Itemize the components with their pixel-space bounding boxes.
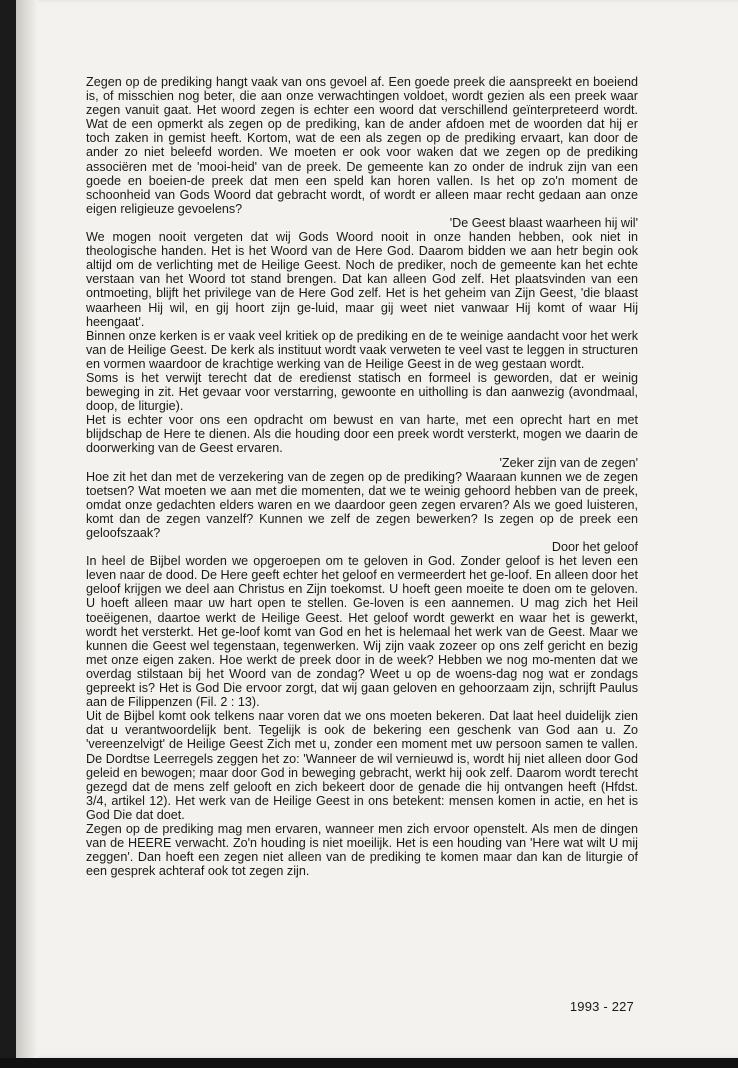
paragraph: Uit de Bijbel komt ook telkens naar voren dat we ons moeten bekeren. Dat laat heel duidelijk zien dat u verantwoordelijk bent. Tegelijk is ook de bekering een geschenk van God aan u. Zo 'vereenzelvigt' de Heilige Geest Zich met u, zonder een moment met uw persoon samen te vallen. De Dordtse Leerregels zeggen het zo: 'Wanneer de wil vernieuwd is, wordt hij niet alleen door God geleid en bewogen; maar door God in beweging gebracht, werkt hij ook zelf. Daarom wordt terecht gezegd dat de mens zelf gelooft en zich bekeert door de genade die hij ontvangen heeft (Hfdst. 3/4, artikel 12). Het werk van de Heilige Geest in ons betekent: mensen komen in actie, en het is God Die dat doet. xyxy=(86,709,638,822)
scan-border xyxy=(0,1058,738,1068)
paragraph: Soms is het verwijt terecht dat de eredienst statisch en formeel is geworden, dat er weinig beweging in zit. Het gevaar voor verstarring, gewoonte en uitholling is dan aanwezig (avondmaal, doop, de liturgie). xyxy=(86,370,638,414)
section-heading: 'Zeker zijn van de zegen' xyxy=(499,455,638,470)
paragraph: In heel de Bijbel worden we opgeroepen om te geloven in God. Zonder geloof is het leven een leven naar de dood. De Here geeft echter het geloof en vermeerdert het ge-loof. En alleen door het geloof krijgen we deel aan Christus en Zijn toekomst. U hoeft geen moeite te doen om te geloven. U hoeft alleen maar uw hart open te stellen. Ge-loven is een aannemen. U mag zich het Heil toeëigenen, daartoe werkt de Heilige Geest. Het geloof wordt gewerkt en waar het is gewerkt, wordt het versterkt. Het ge-loof komt van God en het is helemaal het werk van de Geest. Maar we kunnen die Geest wel tegenstaan, tegenwerken. Wij zijn vaak zozeer op ons zelf gericht en bezig met onze eigen zaken. Hoe werkt de preek door in de week? Hebben we nog mo-menten dat we overdag stilstaan bij het Woord van de zondag? Weet u op de woens-dag nog wat er zondags gepreekt is? Het is God Die ervoor zorgt, dat wij gaan geloven en gehoorzaam zijn, schrijft Paulus aan de Filippenzen (Fil. 2 : 13). xyxy=(86,554,638,710)
paragraph: Het is echter voor ons een opdracht om bewust en van harte, met een oprecht hart en met blijdschap de Here te dienen. Als die houding door een preek wordt versterkt, mogen we daarin de doorwerking van de Geest ervaren. xyxy=(86,413,638,456)
paragraph: Hoe zit het dan met de verzekering van de zegen op de prediking? Waaraan kunnen we de zegen toetsen? Wat moeten we aan met die momenten, dat we te weinig gehoord hebben van de preek, omdat onze gedachten elders waren en we daardoor geen zegen ervaren? Als we goed luisteren, komt dan de zegen vanzelf? Kunnen we zelf de zegen bewerken? Is zegen op de preek een geloofszaak? xyxy=(86,469,638,540)
paragraph: Zegen op de prediking mag men ervaren, wanneer men zich ervoor openstelt. Als men de dingen van de HEERE verwacht. Zo'n houding is niet moeilijk. Het is een houding van 'Here wat wilt U mij zeggen'. Dan hoeft een zegen niet alleen van de prediking te komen maar dan kan de liturgie of een gesprek achteraf ook tot zegen zijn. xyxy=(86,821,638,879)
page-number: 1993 - 227 xyxy=(569,999,634,1014)
section-heading: Door het geloof xyxy=(551,540,638,555)
paragraph: Zegen op de prediking hangt vaak van ons gevoel af. Een goede preek die aanspreekt en boeiend is, of misschien nog beter, die aan onze verwachtingen voldoet, wordt gezien als een preek waar zegen vanuit gaat. Het woord zegen is echter een woord dat verschillend geïnterpreteerd wordt. Wat de een opmerkt als zegen op de prediking, kan de ander afdoen met de woorden dat hij er toch zaken in gemist heeft. Kortom, wat de een als zegen op de prediking ervaart, kan door de ander zo niet beleefd worden. We moeten er ook voor waken dat we zegen op de prediking associëren met de 'mooi-heid' van de preek. De gemeente kan zo onder de indruk zijn van een goede en boeien-de preek dat men een speld kan horen vallen. Is het op zo'n moment de schoonheid van Gods Woord dat gebracht wordt, of wordt er alleen maar recht gedaan aan onze eigen religieuze gevoelens? xyxy=(86,75,638,216)
section-heading: 'De Geest blaast waarheen hij wil' xyxy=(449,215,638,230)
paragraph: We mogen nooit vergeten dat wij Gods Woord nooit in onze handen hebben, ook niet in theologische handen. Het is het Woord van de Here God. Daarom bidden we aan hetr begin ook altijd om de verlichting met de Heilige Geest. Noch de prediker, noch de gemeente kan het echte verstaan van het Woord tot stand brengen. Dat kan alleen God zelf. Het plaatsvinden van een ontmoeting, blijft het privilege van de Here God zelf. Het is het geheim van Zijn Geest, 'die blaast waarheen Hij wil, en gij hoort zijn ge-luid, maar gij weet niet vanwaar Hij komt of waar Hij heengaat'. xyxy=(86,230,638,329)
paragraph: Binnen onze kerken is er vaak veel kritiek op de prediking en de te weinige aandacht voor het werk van de Heilige Geest. De kerk als instituut wordt vaak verweten te veel vast te leggen in structuren en vormen waardoor de krachtige werking van de Heilige Geest in de weg gestaan wordt. xyxy=(86,328,638,371)
article-body xyxy=(86,75,638,878)
page-gutter-shadow xyxy=(16,0,38,1058)
